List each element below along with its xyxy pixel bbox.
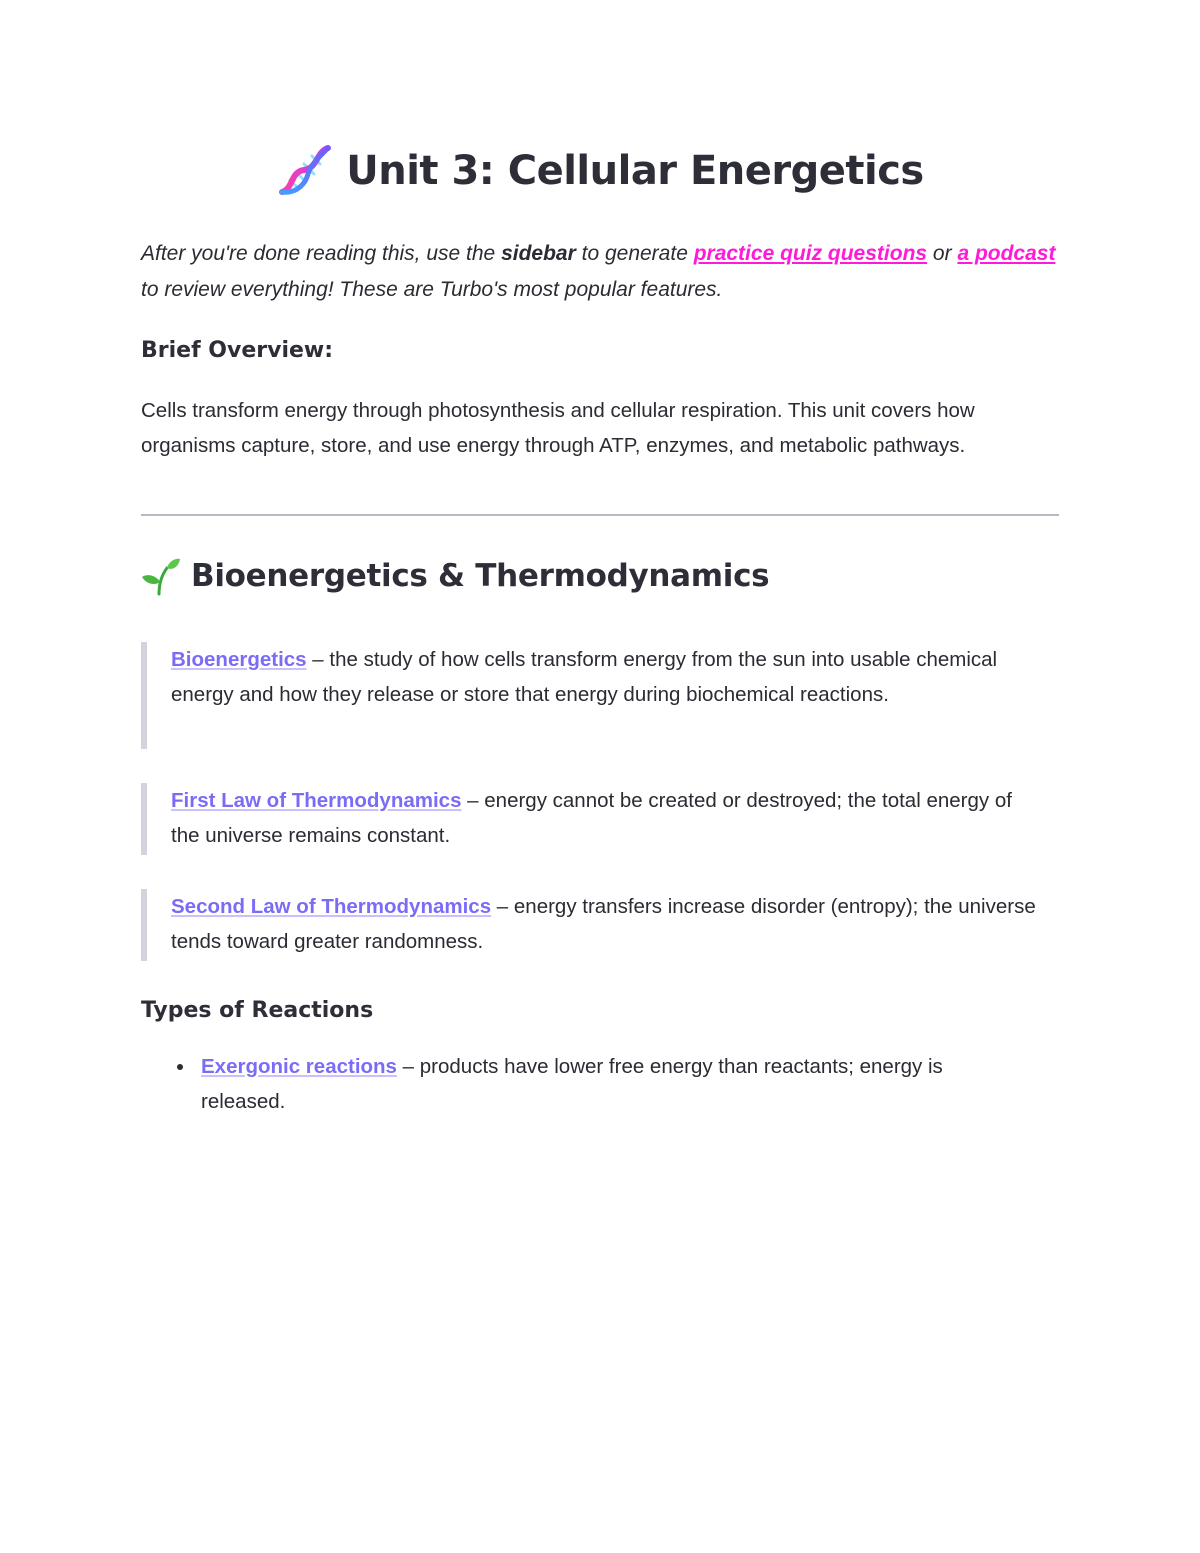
overview-paragraph: Cells transform energy through photosynthesis and cellular respiration. This unit covers how organisms capture, store, and use energy through ATP, enzymes, and metabolic pathways. xyxy=(141,399,975,457)
types-of-reactions-heading: Types of Reactions xyxy=(141,998,374,1023)
bioenergetics-heading-row xyxy=(141,556,769,596)
definition-text: – energy transfers increase disorder (entropy); the universe tends toward greater randomness. xyxy=(171,895,1036,953)
page-title: Unit 3: Cellular Energetics xyxy=(346,148,924,194)
second-law-term-link[interactable]: Second Law of Thermodynamics xyxy=(171,895,492,918)
intro-text: or xyxy=(927,242,958,265)
definition-blockquote xyxy=(141,783,1041,855)
practice-quiz-link[interactable]: practice quiz questions xyxy=(693,242,928,265)
definition-blockquote xyxy=(141,889,1041,961)
exergonic-term-link[interactable]: Exergonic reactions xyxy=(201,1055,397,1078)
list-item-text: – products have lower free energy than reactants; energy is released. xyxy=(201,1055,943,1113)
intro-sidebar-text: sidebar xyxy=(501,242,576,265)
sprout-icon xyxy=(141,556,181,596)
bullet-icon xyxy=(177,1064,183,1070)
definition-text: – energy cannot be created or destroyed; the total energy of the universe remains constant. xyxy=(171,789,1012,847)
section-divider xyxy=(141,514,1059,516)
bioenergetics-term-link[interactable]: Bioenergetics xyxy=(171,648,307,671)
intro-text: to generate xyxy=(575,242,694,265)
intro-text: After you're done reading this, use the xyxy=(141,242,502,265)
intro-paragraph xyxy=(141,236,1059,308)
first-law-term-link[interactable]: First Law of Thermodynamics xyxy=(171,789,462,812)
podcast-link[interactable]: a podcast xyxy=(957,242,1056,265)
intro-text: to review everything! These are Turbo's most popular features. xyxy=(141,278,723,301)
bioenergetics-heading: Bioenergetics & Thermodynamics xyxy=(191,558,770,594)
definition-text: – the study of how cells transform energy from the sun into usable chemical energy and how they release or store that energy during biochemical reactions. xyxy=(171,648,998,706)
overview-heading: Brief Overview: xyxy=(141,338,334,363)
page-title-row xyxy=(141,142,1059,200)
list-item xyxy=(141,1049,1001,1119)
dna-icon xyxy=(276,142,334,200)
reactions-list xyxy=(141,1049,1041,1119)
definition-blockquote xyxy=(141,642,1041,749)
